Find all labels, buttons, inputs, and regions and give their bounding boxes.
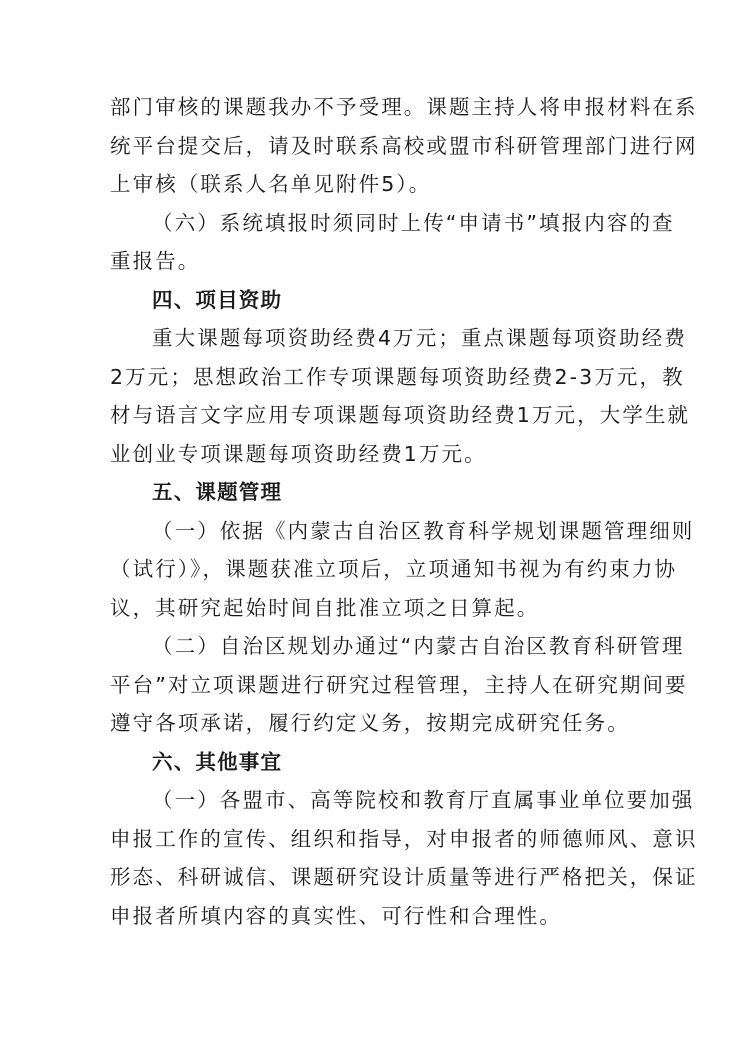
paragraph-line: 遵守各项承诺，履行约定义务，按期完成研究任务。 [110, 711, 630, 735]
paragraph-line: （一）各盟市、高等院校和教育厅直属事业单位要加强 [152, 788, 695, 812]
paragraph-line: 重报告。 [110, 249, 201, 273]
paragraph-line: （一）依据《内蒙古自治区教育科学规划课题管理细则 [152, 518, 695, 543]
paragraph-line: 重大课题每项资助经费4万元；重点课题每项资助经费 [152, 326, 687, 350]
section-heading: 六、其他事宜 [152, 749, 283, 774]
paragraph-line: 形态、科研诚信、课题研究设计质量等进行严格把关，保证 [110, 865, 698, 889]
paragraph-line: （六）系统填报时须同时上传“申请书”填报内容的查 [152, 210, 675, 235]
paragraph-line: 业创业专项课题每项资助经费1万元。 [110, 441, 487, 466]
section-heading: 四、项目资助 [152, 287, 283, 312]
paragraph-line: （试行）》，课题获准立项后，立项通知书视为有约束力协 [110, 557, 678, 581]
document-body [110, 88, 698, 935]
section-heading: 五、课题管理 [152, 480, 283, 504]
paragraph-line: 统平台提交后，请及时联系高校或盟市科研管理部门进行网 [110, 133, 698, 158]
paragraph-line: 申报者所填内容的真实性、可行性和合理性。 [110, 903, 562, 928]
paragraph-line: 申报工作的宣传、组织和指导，对申报者的师德师风、意识 [110, 826, 698, 851]
paragraph-line: （二）自治区规划办通过“内蒙古自治区教育科研管理 [152, 634, 685, 658]
paragraph-line: 2万元；思想政治工作专项课题每项资助经费2-3万元，教 [110, 364, 685, 389]
paragraph-line: 平台”对立项课题进行研究过程管理，主持人在研究期间要 [110, 672, 688, 697]
paragraph-line: 议，其研究起始时间自批准立项之日算起。 [110, 595, 540, 620]
paragraph-line: 材与语言文字应用专项课题每项资助经费1万元，大学生就 [110, 403, 691, 427]
paragraph-line: 上审核（联系人名单见附件5）。 [110, 172, 432, 196]
paragraph-line: 部门审核的课题我办不予受理。课题主持人将申报材料在系 [110, 95, 698, 119]
